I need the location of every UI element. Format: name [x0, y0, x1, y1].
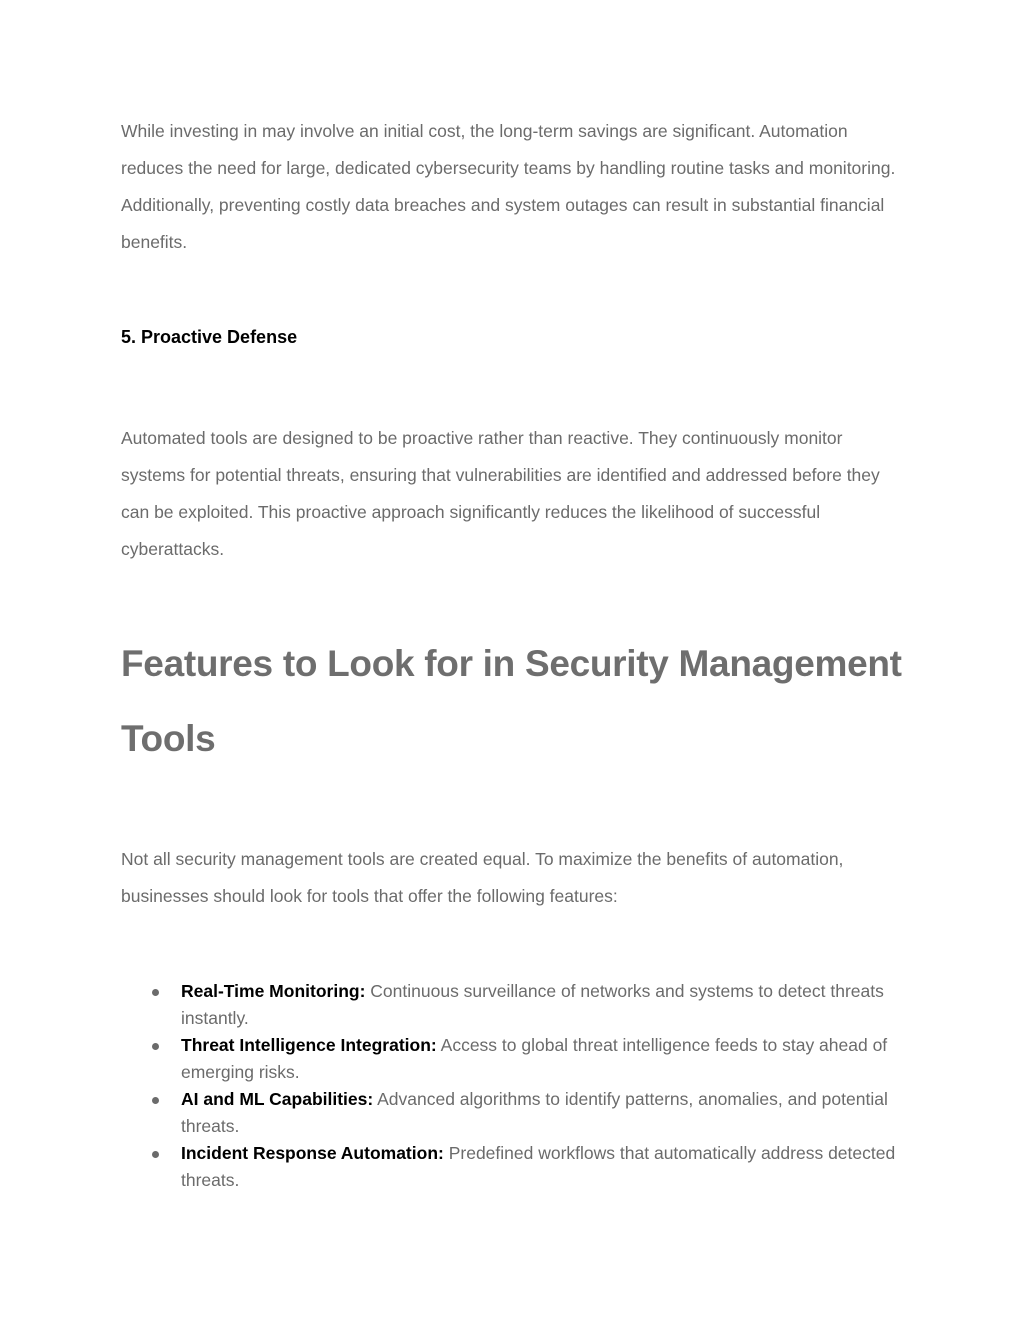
list-item: [121, 1032, 911, 1086]
bullet-icon: [152, 1151, 159, 1158]
feature-description: Advanced algorithms to identify patterns, anomalies, and potential threats.: [181, 1089, 888, 1136]
features-heading: Features to Look for in Security Management Tools: [121, 643, 902, 759]
proactive-defense-paragraph: Automated tools are designed to be proactive rather than reactive. They continuously monitor systems for potential threats, ensuring that vulnerabilities are identified and addressed before they can be exploited. This proactive approach significantly reduces the likelihood of successful cyberattacks.: [121, 428, 880, 559]
feature-description: Continuous surveillance of networks and systems to detect threats instantly.: [181, 981, 884, 1028]
list-item: [121, 1140, 911, 1194]
features-list: [121, 978, 911, 1194]
feature-title: Threat Intelligence Integration:: [181, 1035, 437, 1055]
list-item: [121, 978, 911, 1032]
cost-savings-paragraph: While investing in may involve an initial cost, the long-term savings are significant. Automation reduces the need for large, dedicated cybersecurity teams by handling routine tasks and monitoring. Additionally, preventing costly data breaches and system outages can result in substantial financial benefits.: [121, 121, 896, 252]
feature-title: Incident Response Automation:: [181, 1143, 444, 1163]
list-item: [121, 1086, 911, 1140]
bullet-icon: [152, 1097, 159, 1104]
proactive-defense-subheading: 5. Proactive Defense: [121, 327, 298, 347]
feature-title: AI and ML Capabilities:: [181, 1089, 374, 1109]
feature-description: Access to global threat intelligence feeds to stay ahead of emerging risks.: [181, 1035, 888, 1082]
bullet-icon: [152, 1043, 159, 1050]
feature-description: Predefined workflows that automatically address detected threats.: [181, 1143, 896, 1190]
feature-title: Real-Time Monitoring:: [181, 981, 366, 1001]
bullet-icon: [152, 989, 159, 996]
features-intro-paragraph: Not all security management tools are created equal. To maximize the benefits of automation, businesses should look for tools that offer the following features:: [121, 849, 844, 906]
